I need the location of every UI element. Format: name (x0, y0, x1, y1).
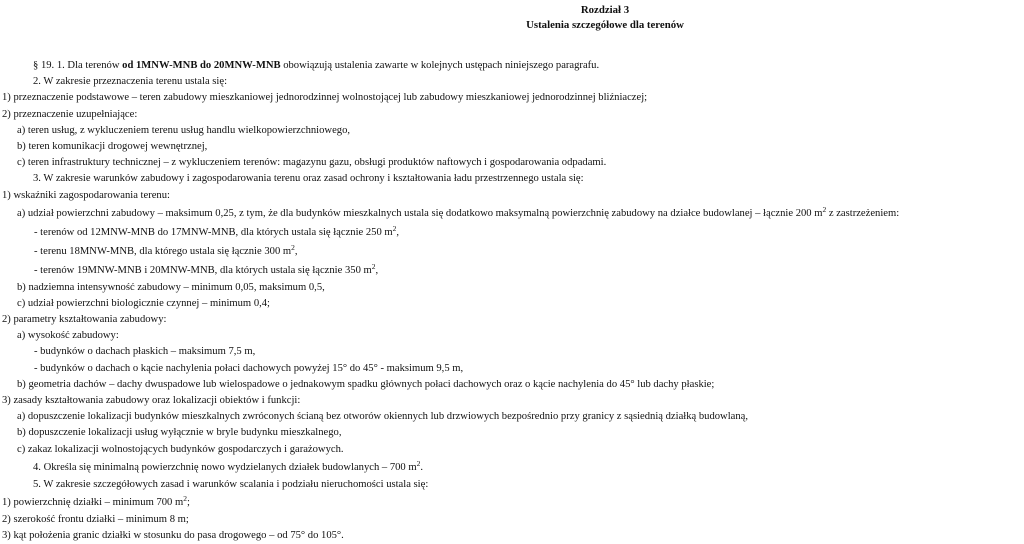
text: z zastrzeżeniem: (826, 207, 900, 219)
list-item: 3) kąt położenia granic działki w stosunku do pasa drogowego – od 75° do 105°. (2, 530, 344, 542)
list-item: 2) parametry kształtowania zabudowy: (2, 314, 167, 326)
superscript: 2 (291, 242, 295, 252)
text: 4. Określa się minimalną powierzchnię nowo wydzielanych działek budowlanych – 700 m (33, 461, 417, 473)
text: , (396, 226, 400, 238)
text: . (420, 461, 424, 473)
section-2: 2. W zakresie przeznaczenia terenu ustala się: (33, 76, 228, 88)
list-item: c) teren infrastruktury technicznej – z wykluczeniem terenów: magazynu gazu, obsługi produktów naftowych i gospodarowania odpadami. (17, 157, 607, 169)
paragraph-19-section-1 (0, 58, 1024, 74)
list-item: 2) szerokość frontu działki – minimum 8 m; (2, 513, 189, 525)
list-item: c) zakaz lokalizacji wolnostojących budynków gospodarczych i garażowych. (17, 443, 344, 455)
superscript: 2 (371, 261, 376, 271)
superscript: 2 (183, 493, 187, 503)
list-item: a) dopuszczenie lokalizacji budynków mieszkalnych zwróconych ścianą bez otworów okiennych lub drzwiowych bezpośrednio przy granicy z sąsiednią działką budowlaną, (17, 411, 749, 423)
section-4 (0, 458, 1024, 477)
text: - terenów 19MNW-MNB i 20MNW-MNB, dla których ustala się łącznie 350 m (34, 264, 372, 276)
text: - terenu 18MNW-MNB, dla którego ustala się łącznie 300 m (34, 245, 292, 257)
list-item: b) nadziemna intensywność zabudowy – minimum 0,05, maksimum 0,5, (17, 281, 325, 293)
text: , (375, 264, 379, 276)
list-item: 1) wskaźniki zagospodarowania terenu: (2, 189, 170, 201)
list-item: 2) przeznaczenie uzupełniające: (2, 108, 138, 120)
chapter-title: Rozdział 3 (580, 4, 630, 16)
text: - terenów od 12MNW-MNB do 17MNW-MNB, dla których ustala się łącznie 250 m (34, 226, 393, 238)
list-item: b) teren komunikacji drogowej wewnętrznej, (17, 140, 208, 152)
text: obowiązują ustalenia zawarte w kolejnych ustępach niniejszego paragrafu. (280, 60, 600, 71)
text: § 19. 1. Dla terenów (33, 60, 123, 71)
text: ; (186, 496, 190, 508)
list-item: 1) przeznaczenie podstawowe – teren zabudowy mieszkaniowej jednorodzinnej wolnostojącej lub zabudowy mieszkaniowej jednorodzinnej bliźniaczej; (2, 92, 648, 104)
list-item (0, 223, 1024, 242)
chapter-subtitle: Ustalenia szczegółowe dla terenów (526, 19, 684, 31)
list-item: b) geometria dachów – dachy dwuspadowe lub wielospadowe o jednakowym spadku głównych połaci dachowych oraz o kącie nachylenia do 45° lub dachy płaskie; (17, 378, 715, 390)
list-item: - budynków o dachach o kącie nachylenia połaci dachowych powyżej 15° do 45° - maksimum 9,5 m, (34, 362, 464, 374)
list-item (0, 261, 1024, 280)
superscript: 2 (416, 458, 421, 468)
list-item: 3) zasady kształtowania zabudowy oraz lokalizacji obiektów i funkcji: (2, 395, 301, 406)
text: a) udział powierzchni zabudowy – maksimum 0,25, z tym, że dla budynków mieszkalnych ustala się dodatkowo maksymalną powierzchnię zabudowy na działce budowlanej – łącznie 200 m (17, 207, 823, 219)
list-item (0, 242, 1024, 261)
section-5: 5. W zakresie szczegółowych zasad i warunków scalania i podziału nieruchomości ustala się: (33, 478, 429, 490)
section-3: 3. W zakresie warunków zabudowy i zagospodarowania terenu oraz zasad ochrony i kształtowania ładu przestrzennego ustala się: (33, 173, 584, 185)
bold-range: od 1MNW-MNB do 20MNW-MNB (122, 60, 281, 71)
list-item: b) dopuszczenie lokalizacji usług wyłącznie w bryle budynku mieszkalnego, (17, 427, 342, 439)
list-item: a) wysokość zabudowy: (17, 330, 119, 342)
list-item: c) udział powierzchni biologicznie czynnej – minimum 0,4; (17, 297, 270, 309)
list-item (0, 493, 1024, 512)
list-item: - budynków o dachach płaskich – maksimum 7,5 m, (34, 346, 256, 358)
text: 1) powierzchnię działki – minimum 700 m (2, 496, 184, 508)
document-body (0, 58, 1024, 544)
superscript: 2 (392, 223, 397, 233)
text: , (294, 245, 298, 257)
list-item (0, 204, 1024, 223)
list-item: a) teren usług, z wykluczeniem terenu usług handlu wielkopowierzchniowego, (17, 124, 351, 136)
superscript: 2 (822, 204, 827, 214)
